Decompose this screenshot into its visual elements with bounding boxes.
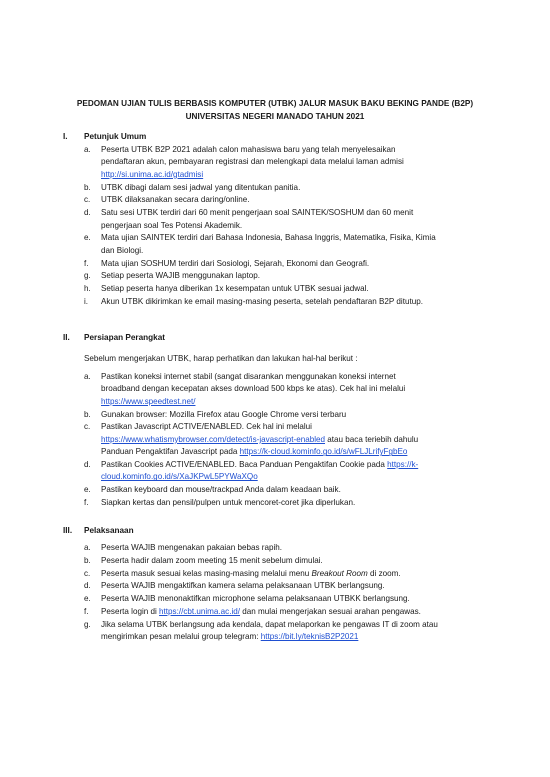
list-item-marker: e. xyxy=(84,594,91,604)
list-item-marker: a. xyxy=(84,543,91,552)
text-run: di zoom. xyxy=(367,568,401,578)
list-item-marker: c. xyxy=(84,568,91,578)
text-run: pengerjaan soal Tes Potensi Akademik. xyxy=(101,220,243,230)
text-line xyxy=(101,258,511,270)
list-item-marker: g. xyxy=(84,619,91,629)
text-line xyxy=(101,220,511,232)
list-item-marker: e. xyxy=(84,233,91,243)
text-run: Panduan Pengaktifan Javascript pada xyxy=(101,447,240,457)
list-item-text xyxy=(101,568,511,580)
section-number: I. xyxy=(63,132,68,141)
text-run: dan Biologi. xyxy=(101,245,144,255)
text-run: Setiap peserta WAJIB menggunakan laptop. xyxy=(101,271,260,281)
section-intro: Sebelum mengerjakan UTBK, harap perhatikan dan lakukan hal-hal berikut : xyxy=(84,354,358,363)
list-item-text xyxy=(101,194,511,206)
list-item-marker: c. xyxy=(84,195,91,205)
text-run: Satu sesi UTBK terdiri dari 60 menit pengerjaan soal SAINTEK/SOSHUM dan 60 menit xyxy=(101,208,414,218)
hyperlink[interactable]: https://www.whatismybrowser.com/detect/is-javascript-enabled xyxy=(101,434,326,444)
text-run: Peserta WAJIB mengenakan pakaian bebas rapih. xyxy=(101,543,283,552)
text-line xyxy=(101,542,511,554)
text-line xyxy=(101,245,511,257)
hyperlink[interactable]: https://cbt.unima.ac.id/ xyxy=(159,607,241,616)
text-run: pendaftaran akun, pembayaran registrasi dan melengkapi data melalui laman admisi xyxy=(101,157,404,167)
list-item-text xyxy=(101,232,511,257)
text-run: Peserta WAJIB mengaktifkan kamera selama pelaksanaan UTBK berlangsung. xyxy=(101,581,385,591)
text-run: Peserta hadir dalam zoom meeting 15 menit sebelum dimulai. xyxy=(101,555,323,565)
text-line xyxy=(101,484,511,496)
section-number: II. xyxy=(63,333,70,342)
list-item-text xyxy=(101,258,511,270)
text-run: atau baca teriebih dahulu xyxy=(325,434,419,444)
text-run: Pastikan Javascript ACTIVE/ENABLED. Cek hal ini melalui xyxy=(101,422,312,432)
list-item-text xyxy=(101,270,511,282)
text-line xyxy=(101,409,511,421)
text-line xyxy=(101,606,511,618)
list-item-marker: i. xyxy=(84,297,89,306)
text-run: UTBK dilaksanakan secara daring/online. xyxy=(101,195,250,205)
list-item-text xyxy=(101,497,511,509)
document-title-line-2: UNIVERSITAS NEGERI MANADO TAHUN 2021 xyxy=(185,112,365,121)
text-run: Setiap peserta hanya diberikan 1x kesempatan untuk UTBK sesuai jadwal. xyxy=(101,284,369,294)
list-item-text xyxy=(101,409,511,421)
text-line xyxy=(101,459,511,471)
text-line xyxy=(101,182,511,194)
list-item-text xyxy=(101,371,511,408)
text-run: Peserta login di xyxy=(101,607,160,616)
text-run: Pastikan koneksi internet stabil (sangat disarankan menggunakan koneksi internet xyxy=(101,372,396,381)
text-line xyxy=(101,568,511,580)
list-item-text xyxy=(101,182,511,194)
text-run: Mata ujian SAINTEK terdiri dari Bahasa Indonesia, Bahasa Inggris, Matematika, Fisika, Kimia xyxy=(101,233,436,243)
text-line xyxy=(101,471,511,483)
list-item-text xyxy=(101,459,511,484)
list-item-marker: h. xyxy=(84,284,91,294)
list-item-marker: d. xyxy=(84,581,91,591)
list-item-text xyxy=(101,606,511,618)
text-line xyxy=(101,169,511,181)
text-run: Jika selama UTBK berlangsung ada kendala, dapat melaporkan ke pengawas IT di zoom atau xyxy=(101,619,438,629)
list-item-text xyxy=(101,283,511,295)
text-run: Peserta WAJIB menonaktifkan microphone selama pelaksanaan UTBKK berlangsung. xyxy=(101,594,410,604)
list-item-marker: f. xyxy=(84,498,89,507)
text-line xyxy=(101,631,511,643)
hyperlink[interactable]: https://bit.ly/teknisB2P2021 xyxy=(260,632,359,642)
text-run: mengirimkan pesan melalui group telegram: xyxy=(101,632,261,642)
list-item-text xyxy=(101,580,511,592)
document-title-line-1: PEDOMAN UJIAN TULIS BERBASIS KOMPUTER (UTBK) JALUR MASUK BAKU BEKING PANDE (B2P) xyxy=(76,99,474,108)
list-item-marker: a. xyxy=(84,145,91,154)
text-line xyxy=(101,207,511,219)
list-item-text xyxy=(101,421,511,458)
text-line xyxy=(101,421,511,433)
text-line xyxy=(101,194,511,206)
list-item-text xyxy=(101,296,511,308)
text-line xyxy=(101,144,511,156)
text-line xyxy=(101,446,511,458)
text-run: Peserta masuk sesuai kelas masing-masing melalui menu xyxy=(101,568,312,578)
list-item-marker: d. xyxy=(84,460,91,469)
text-line xyxy=(101,296,511,308)
list-item-text xyxy=(101,207,511,232)
list-item-text xyxy=(101,555,511,567)
text-line xyxy=(101,396,511,408)
text-run: broadband dengan kecepatan akses download 500 kbps ke atas). Cek hal ini melalui xyxy=(101,384,406,394)
list-item-marker: b. xyxy=(84,555,91,565)
list-item-text xyxy=(101,484,511,496)
text-line xyxy=(101,555,511,567)
list-item-marker: g. xyxy=(84,271,91,281)
text-line xyxy=(101,232,511,244)
text-run: Mata ujian SOSHUM terdiri dari Sosiologi, Sejarah, Ekonomi dan Geografi. xyxy=(101,258,370,268)
list-item-marker: f. xyxy=(84,607,89,616)
hyperlink[interactable]: https://www.speedtest.net/ xyxy=(101,396,196,406)
text-line xyxy=(101,270,511,282)
text-line xyxy=(101,383,511,395)
hyperlink[interactable]: http://si.unima.ac.id/gtadmisi xyxy=(101,169,204,179)
text-run: Pastikan keyboard dan mouse/trackpad Anda dalam keadaan baik. xyxy=(101,485,341,495)
text-run: Akun UTBK dikirimkan ke email masing-masing peserta, setelah pendaftaran B2P ditutup. xyxy=(101,297,423,306)
list-item-text xyxy=(101,619,511,644)
list-item-marker: f. xyxy=(84,258,89,268)
text-line xyxy=(101,434,511,446)
list-item-marker: a. xyxy=(84,372,91,381)
section-number: III. xyxy=(63,526,73,535)
text-line xyxy=(101,497,511,509)
text-run: Siapkan kertas dan pensil/pulpen untuk mencoret-coret jika diperlukan. xyxy=(101,498,356,507)
list-item-marker: b. xyxy=(84,409,91,419)
emphasis-text: Breakout Room xyxy=(311,568,368,578)
list-item-marker: d. xyxy=(84,208,91,218)
text-line xyxy=(101,156,511,168)
text-line xyxy=(101,593,511,605)
section-title: Pelaksanaan xyxy=(84,526,134,535)
text-run: UTBK dibagi dalam sesi jadwal yang ditentukan panitia. xyxy=(101,182,301,192)
text-line xyxy=(101,371,511,383)
section-title: Petunjuk Umum xyxy=(84,132,147,141)
section-title: Persiapan Perangkat xyxy=(84,333,166,342)
hyperlink[interactable]: cloud.kominfo.go.id/s/XaJKPwL5PYWaXQo xyxy=(101,472,258,482)
text-run: dan mulai mengerjakan sesuai arahan pengawas. xyxy=(240,607,421,616)
list-item-text xyxy=(101,542,511,554)
text-line xyxy=(101,283,511,295)
hyperlink[interactable]: https://k- xyxy=(387,460,419,469)
list-item-text xyxy=(101,593,511,605)
text-run: Gunakan browser: Mozilla Firefox atau Google Chrome versi terbaru xyxy=(101,409,347,419)
list-item-marker: c. xyxy=(84,422,91,432)
text-run: Pastikan Cookies ACTIVE/ENABLED. Baca Panduan Pengaktifan Cookie pada xyxy=(101,460,388,469)
hyperlink[interactable]: https://k-cloud.kominfo.go.id/s/wFLJLrifyFgbEo xyxy=(239,447,408,457)
text-line xyxy=(101,619,511,631)
text-line xyxy=(101,580,511,592)
list-item-marker: e. xyxy=(84,485,91,495)
list-item-marker: b. xyxy=(84,182,91,192)
text-run: Peserta UTBK B2P 2021 adalah calon mahasiswa baru yang telah menyelesaikan xyxy=(101,145,396,154)
list-item-text xyxy=(101,144,511,181)
